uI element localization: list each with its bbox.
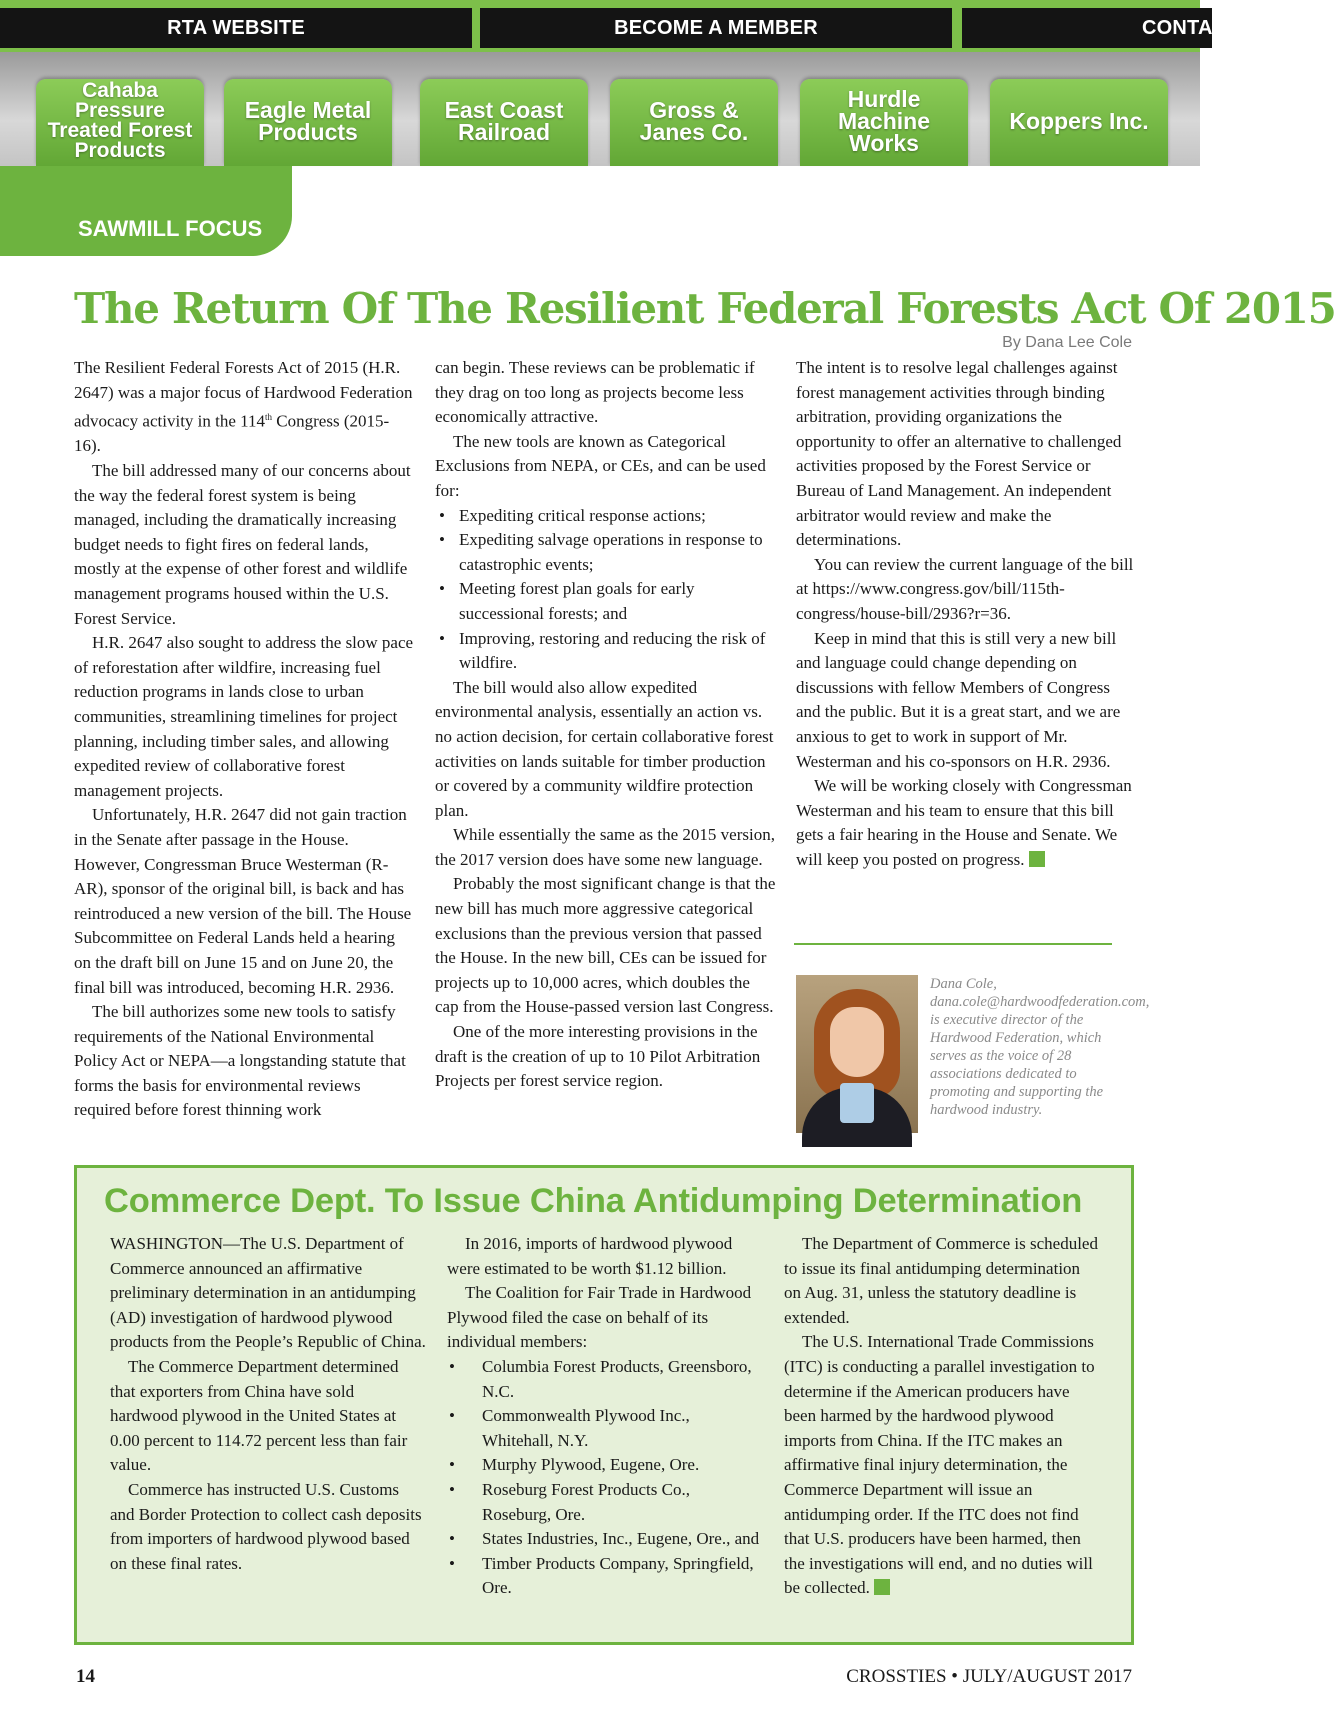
paragraph: The intent is to resolve legal challenges against forest management activities through binding arbitration, providing organizations the opportunity to offer an alternative to challenged activities proposed by the Forest Service or Bureau of Land Management. An independent arbitrator would review and make the determinations. (796, 358, 1122, 550)
article-column-2 (435, 356, 776, 1094)
paragraph: One of the more interesting provisions in the draft is the creation of up to 10 Pilot Arbitration Projects per forest service region. (435, 1022, 761, 1091)
author-photo (796, 975, 918, 1133)
sponsor-tab-cahaba[interactable]: Cahaba Pressure Treated Forest Products (36, 79, 204, 166)
sponsor-tab-koppers[interactable]: Koppers Inc. (990, 79, 1168, 166)
article-column-3 (796, 356, 1134, 872)
paragraph: We will be working closely with Congressman Westerman and his team to ensure that this bill gets a fair hearing in the House and Senate. We will keep you posted on progress. (796, 776, 1132, 869)
list-item: • Improving, restoring and reducing the risk of wildfire. (435, 627, 776, 676)
paragraph: The Coalition for Fair Trade in Hardwood Plywood filed the case on behalf of its individual members: (447, 1283, 752, 1352)
end-mark (874, 1579, 890, 1595)
paragraph: The bill addressed many of our concerns about the way the federal forest system is being managed, including the dramatically increasing budget needs to fight fires on federal lands, mostly at the expense of other forest and wildlife management programs housed within the U.S. Forest Service. (74, 461, 411, 628)
nav-link-contact[interactable]: CONTA (962, 8, 1212, 48)
list-item: • States Industries, Inc., Eugene, Ore., and (447, 1527, 763, 1552)
paragraph: While essentially the same as the 2015 version, the 2017 version does have some new language. (435, 825, 775, 869)
nav-link-become-member[interactable]: BECOME A MEMBER (480, 8, 952, 48)
paragraph: In 2016, imports of hardwood plywood were estimated to be worth $1.12 billion. (447, 1234, 733, 1278)
nav-link-rta-website[interactable]: RTA WEBSITE (0, 8, 472, 48)
paragraph: The bill authorizes some new tools to satisfy requirements of the National Environmental Policy Act or NEPA—a longstanding statute that forms the basis for environmental reviews required before forest thinning work (74, 1002, 406, 1120)
sidebar-column-1 (110, 1232, 426, 1576)
sidebar-column-2 (447, 1232, 763, 1601)
sponsor-tab-east-coast-railroad[interactable]: East Coast Railroad (420, 79, 588, 166)
column-divider (794, 943, 1112, 945)
paragraph: The U.S. International Trade Commissions (ITC) is conducting a parallel investigation to determine if the American producers have been harmed by the hardwood plywood imports from China. If the ITC makes an affirmative final injury determination, the Commerce Department will issue an antidumping order. If the ITC does not find that U.S. producers have been harmed, then the investigations will end, and no duties will be collected. (784, 1332, 1095, 1598)
sponsor-tab-hurdle-machine[interactable]: Hurdle Machine Works (800, 79, 968, 166)
sidebar-column-3 (784, 1232, 1100, 1601)
section-label: SAWMILL FOCUS (78, 216, 263, 241)
paragraph: Keep in mind that this is still very a new bill and language could change depending on discussions with fellow Members of Congress and the public. But it is a great start, and we are anxious to get to work in support of Mr. Westerman and his co-sponsors on H.R. 2936. (796, 628, 1121, 771)
paragraph: You can review the current language of the bill at https://www.congress.gov/bill/115th-congress/house-bill/2936?r=36. (796, 554, 1134, 623)
list-item: • Expediting salvage operations in response to catastrophic events; (435, 528, 776, 577)
publication-footer: CROSSTIES • JULY/AUGUST 2017 (846, 1666, 1132, 1687)
end-mark (1029, 851, 1045, 867)
member-list (447, 1355, 763, 1601)
sidebar-title: Commerce Dept. To Issue China Antidumping Determination (104, 1182, 1083, 1220)
paragraph: Probably the most significant change is that the new bill has much more aggressive categorical exclusions than the previous version that passed the House. In the new bill, CEs can be issued for projects up to 10,000 acres, which doubles the cap from the House-passed version last Congress. (435, 874, 776, 1017)
author-bio: Dana Cole, dana.cole@hardwoodfederation.com, is executive director of the Hardwood Federation, which serves as the voice of 28 associations dedicated to promoting and supporting the hardwood industry. (930, 976, 1150, 1118)
sponsor-tab-gross-janes[interactable]: Gross & Janes Co. (610, 79, 778, 166)
list-item: • Expediting critical response actions; (435, 504, 776, 529)
paragraph: The Department of Commerce is scheduled to issue its final antidumping determination on Aug. 31, unless the statutory deadline is extended. (784, 1234, 1098, 1327)
paragraph: can begin. These reviews can be problematic if they drag on too long as projects become less economically attractive. (435, 358, 755, 427)
paragraph: The bill would also allow expedited environmental analysis, essentially an action vs. no action decision, for certain collaborative forest activities on lands suitable for timber production or covered by a community wildfire protection plan. (435, 677, 774, 820)
list-item: • Columbia Forest Products, Greensboro, N.C. (447, 1355, 763, 1404)
page-number: 14 (76, 1666, 95, 1687)
sponsor-strip (0, 52, 1200, 166)
list-item: • Murphy Plywood, Eugene, Ore. (447, 1453, 763, 1478)
article-title: The Return Of The Resilient Federal Forests Act Of 2015 (74, 284, 1336, 333)
paragraph: WASHINGTON—The U.S. Department of Commerce announced an affirmative preliminary determination in an antidumping (AD) investigation of hardwood plywood products from the People’s Republic of China. (110, 1234, 426, 1352)
article-byline: By Dana Lee Cole (1002, 334, 1132, 351)
paragraph: The new tools are known as Categorical Exclusions from NEPA, or CEs, and can be used for: (435, 431, 766, 500)
article-column-1 (74, 356, 416, 1123)
paragraph: The Commerce Department determined that exporters from China have sold hardwood plywood in the United States at 0.00 percent to 114.72 percent less than fair value. (110, 1356, 408, 1475)
list-item: • Timber Products Company, Springfield, Ore. (447, 1552, 763, 1601)
paragraph: Commerce has instructed U.S. Customs and Border Protection to collect cash deposits from importers of hardwood plywood based on these final rates. (110, 1479, 422, 1573)
section-tab (0, 166, 292, 256)
paragraph: The Resilient Federal Forests Act of 2015 (H.R. 2647) was a major focus of Hardwood Federation advocacy activity in the 114th Congress (2015-16). (74, 358, 413, 456)
list-item: • Commonwealth Plywood Inc., Whitehall, N.Y. (447, 1404, 763, 1453)
list-item: • Meeting forest plan goals for early successional forests; and (435, 577, 776, 626)
sponsor-tab-eagle-metal[interactable]: Eagle Metal Products (224, 79, 392, 166)
top-nav-bar (0, 0, 1213, 52)
tool-list (435, 504, 776, 676)
paragraph: Unfortunately, H.R. 2647 did not gain traction in the Senate after passage in the House. However, Congressman Bruce Westerman (R-AR), sponsor of the original bill, is back and has reintroduced a new version of the bill. The House Subcommittee on Federal Lands held a hearing on the draft bill on June 15 and on June 20, the final bill was introduced, becoming H.R. 2936. (74, 805, 412, 997)
list-item: • Roseburg Forest Products Co., Roseburg, Ore. (447, 1478, 763, 1527)
paragraph: H.R. 2647 also sought to address the slow pace of reforestation after wildfire, increasing fuel reduction programs in lands close to urban communities, streamlining timelines for project planning, including timber sales, and allowing expedited review of collaborative forest management projects. (74, 633, 414, 800)
